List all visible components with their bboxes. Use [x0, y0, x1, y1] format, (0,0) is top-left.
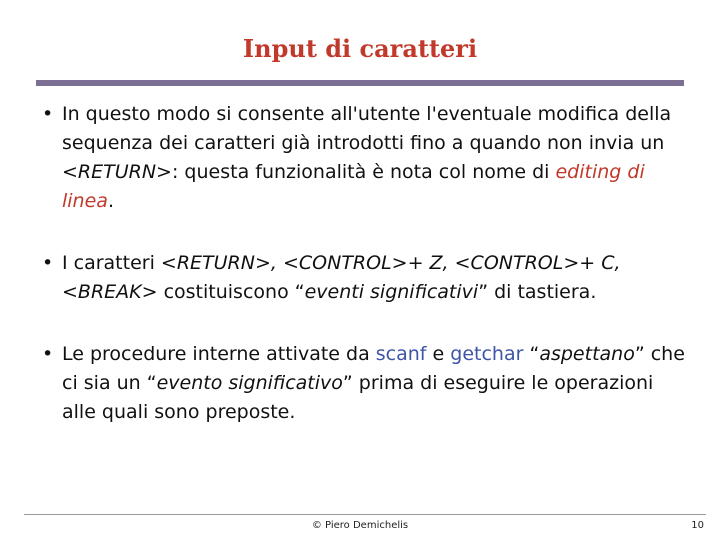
- bullet-list: [40, 100, 690, 460]
- bullet-text: ” di tastiera.: [478, 281, 597, 303]
- bullet-text-italic: <RETURN>, <CONTROL>+ Z, <CONTROL>+ C, <BREAK>: [62, 252, 621, 303]
- bullet-item: [40, 100, 690, 216]
- bullet-keyword: getchar: [450, 343, 524, 365]
- bullet-icon: •: [42, 343, 54, 365]
- bullet-text: costituiscono “: [157, 281, 305, 303]
- footer-divider: [24, 514, 706, 515]
- page-number: 10: [691, 520, 704, 531]
- bullet-text: e: [426, 343, 451, 365]
- title-divider: [36, 80, 684, 86]
- bullet-text: In questo modo si consente all'utente l'eventuale modifica della sequenza dei caratteri già introdotti fino a quando non invia un: [62, 103, 672, 154]
- bullet-icon: •: [42, 103, 54, 125]
- bullet-text: : questa funzionalità è nota col nome di: [171, 161, 556, 183]
- bullet-text: .: [107, 190, 114, 212]
- bullet-text-italic: evento significativo: [156, 372, 343, 394]
- bullet-text-italic: <RETURN>: [62, 161, 172, 183]
- bullet-text: ” che ci sia un “: [62, 343, 685, 394]
- bullet-text: ” prima di eseguire le operazioni alle quali sono preposte.: [62, 372, 654, 423]
- bullet-text-emphasis: editing di linea: [62, 161, 645, 212]
- slide-title: Input di caratteri: [242, 34, 478, 63]
- footer-credit: © Piero Demichelis: [311, 520, 409, 531]
- bullet-text-italic: aspettano: [539, 343, 635, 365]
- bullet-text: “: [523, 343, 540, 365]
- bullet-item: [40, 249, 690, 307]
- bullet-text: Le procedure interne attivate da: [62, 343, 376, 365]
- bullet-icon: •: [42, 252, 54, 274]
- bullet-text: I caratteri: [62, 252, 161, 274]
- bullet-keyword: scanf: [375, 343, 427, 365]
- bullet-item: [40, 340, 690, 427]
- bullet-text-italic: eventi significativi: [304, 281, 479, 303]
